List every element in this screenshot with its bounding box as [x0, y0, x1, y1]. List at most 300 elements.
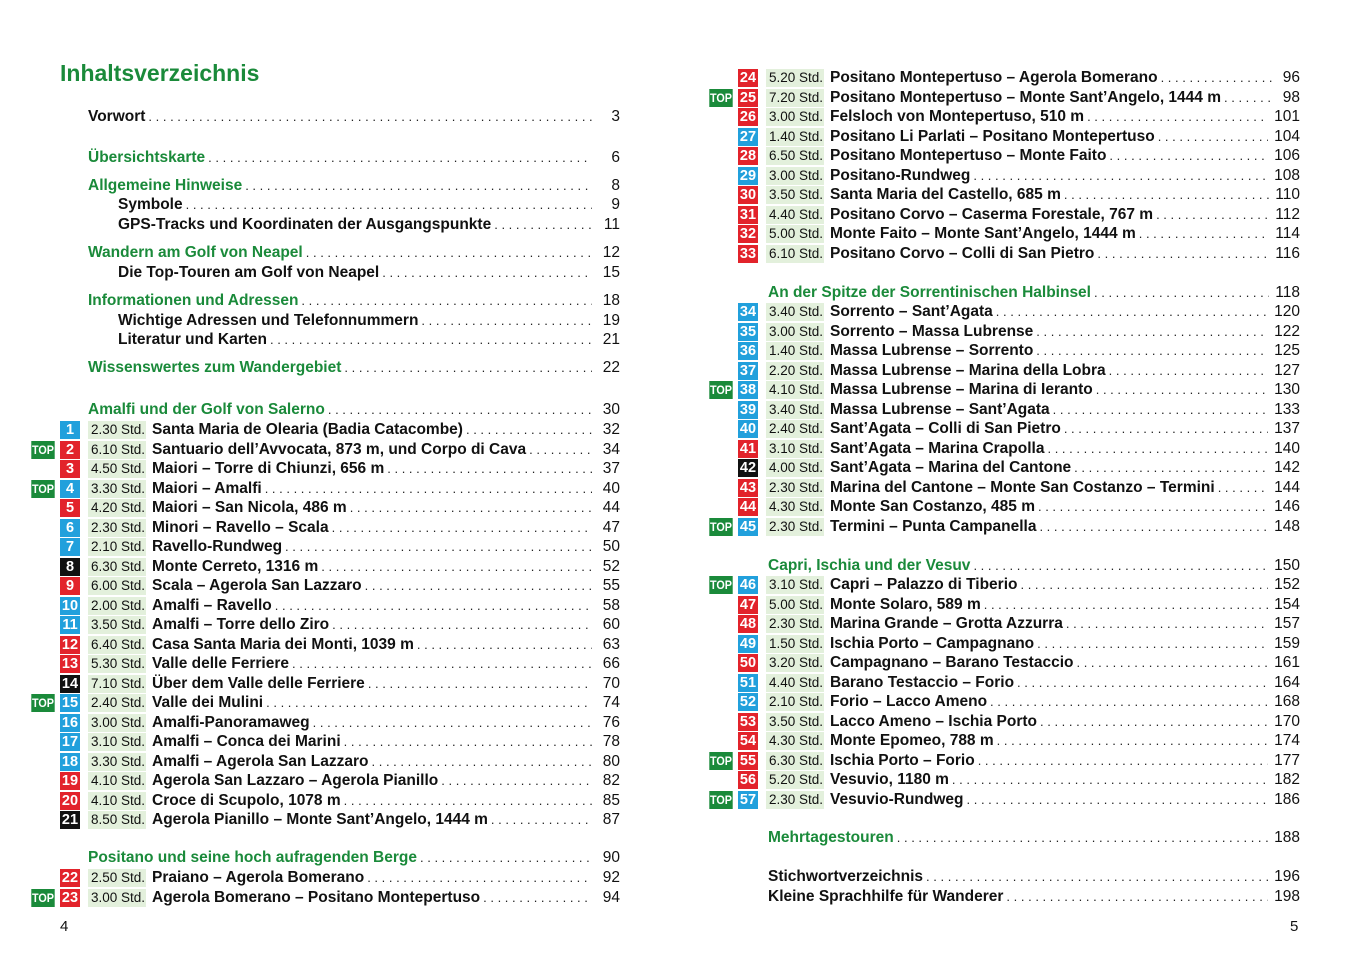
entry-page: 92	[602, 869, 620, 886]
dot-leader	[301, 291, 592, 311]
dot-leader	[997, 731, 1268, 751]
tour-duration: 3.50 Std.	[88, 616, 146, 634]
entry-label: Praiano – Agerola Bomerano	[152, 869, 365, 886]
toc-entry[interactable]	[830, 770, 1300, 790]
toc-entry[interactable]	[88, 176, 620, 196]
entry-label: Vesuvio-Rundweg	[830, 790, 964, 808]
toc-entry[interactable]	[830, 341, 1300, 361]
dot-leader	[483, 888, 592, 908]
entry-label: Monte San Costanzo, 485 m	[830, 498, 1035, 515]
toc-entry[interactable]	[152, 810, 620, 830]
toc-entry[interactable]	[830, 712, 1300, 732]
tour-number: 51	[739, 674, 757, 691]
tour-duration: 2.00 Std.	[88, 597, 146, 615]
dot-leader	[421, 311, 592, 331]
dot-leader	[1039, 517, 1268, 537]
dot-leader	[313, 713, 592, 733]
toc-entry[interactable]	[152, 752, 620, 772]
toc-entry[interactable]	[768, 283, 1300, 303]
right-page	[680, 0, 1320, 969]
page-number-right: 5	[1290, 918, 1299, 935]
entry-page: 21	[602, 331, 620, 348]
toc-entry[interactable]	[152, 771, 620, 791]
entry-page: 11	[603, 216, 620, 233]
entry-page: 137	[1274, 420, 1300, 437]
toc-entry[interactable]	[830, 146, 1300, 166]
entry-page: 168	[1274, 693, 1300, 710]
entry-label: Amalfi – Torre dello Ziro	[152, 616, 330, 633]
dot-leader	[926, 867, 1268, 887]
tour-number: 52	[739, 694, 757, 710]
entry-label: Wissenswertes zum Wandergebiet	[88, 359, 342, 376]
entry-label: Über dem Valle delle Ferriere	[152, 674, 365, 692]
dot-leader	[1036, 341, 1268, 361]
toc-entry[interactable]	[152, 674, 620, 694]
entry-label: Mehrtagestouren	[768, 829, 894, 846]
toc-entry[interactable]	[88, 243, 620, 263]
tour-duration: 7.20 Std.	[766, 89, 824, 107]
entry-label: Minori – Ravello – Scala	[152, 518, 329, 536]
entry-label: Agerola Pianillo – Monte Sant’Angelo, 1444 m	[152, 811, 488, 828]
dot-leader	[420, 848, 592, 868]
dot-leader	[973, 556, 1268, 576]
left-page	[0, 0, 640, 969]
dot-leader	[1036, 322, 1268, 342]
entry-page: 47	[602, 518, 620, 536]
toc-entry[interactable]	[830, 88, 1300, 108]
tour-number: 3	[60, 460, 80, 478]
entry-label: Forio – Lacco Ameno	[830, 693, 988, 710]
dot-leader	[897, 828, 1268, 848]
dot-leader	[494, 215, 592, 235]
entry-page: 40	[602, 479, 620, 497]
dot-leader	[1158, 127, 1268, 147]
entry-page: 146	[1274, 498, 1300, 515]
entry-page: 154	[1274, 595, 1300, 613]
dot-leader	[285, 537, 592, 557]
toc-entry[interactable]	[152, 713, 620, 733]
toc-entry[interactable]	[830, 166, 1300, 186]
entry-page: 78	[602, 733, 620, 750]
tour-number: 35	[739, 323, 757, 340]
tour-number: 32	[739, 226, 757, 242]
top-tour-badge: TOP	[31, 696, 54, 710]
entry-page: 116	[1275, 244, 1300, 262]
tour-duration: 3.50 Std.	[766, 186, 824, 204]
toc-entry[interactable]	[152, 654, 620, 674]
entry-label: Massa Lubrense – Sant’Agata	[830, 400, 1050, 418]
entry-page: 55	[602, 577, 620, 594]
toc-entry[interactable]	[830, 497, 1300, 517]
dot-leader	[387, 459, 592, 479]
entry-label: Sant’Agata – Marina Crapolla	[830, 439, 1045, 457]
dot-leader	[417, 635, 592, 655]
entry-page: 133	[1274, 400, 1300, 418]
toc-entry[interactable]	[830, 185, 1300, 205]
toc-entry[interactable]	[88, 358, 620, 378]
tour-number: 6	[60, 519, 80, 537]
top-tour-badge: TOP	[31, 890, 54, 905]
tour-number: 41	[739, 440, 757, 457]
tour-duration: 3.10 Std.	[766, 576, 824, 594]
tour-duration: 3.10 Std.	[88, 733, 146, 751]
toc-entry[interactable]	[152, 888, 620, 908]
entry-label: Sorrento – Massa Lubrense	[830, 322, 1034, 340]
dot-leader	[1218, 478, 1268, 498]
entry-page: 90	[602, 849, 620, 866]
toc-entry[interactable]	[152, 557, 620, 577]
tour-duration: 2.10 Std.	[766, 693, 824, 711]
tour-number: 26	[739, 109, 757, 125]
toc-entry[interactable]	[152, 635, 620, 655]
entry-page: 144	[1274, 478, 1300, 496]
tour-duration: 3.30 Std.	[88, 480, 146, 498]
tour-number: 20	[61, 792, 79, 809]
toc-entry[interactable]	[118, 195, 620, 215]
tour-number: 7	[60, 538, 80, 556]
tour-duration: 1.50 Std.	[766, 635, 824, 653]
tour-number: 30	[739, 187, 757, 203]
tour-duration: 3.30 Std.	[88, 753, 146, 771]
entry-label: Positano Montepertuso – Monte Faito	[830, 147, 1107, 164]
entry-page: 182	[1274, 771, 1300, 788]
toc-entry[interactable]	[152, 596, 620, 616]
entry-label: Positano-Rundweg	[830, 166, 971, 184]
entry-label: Stichwortverzeichnis	[768, 868, 924, 885]
toc-entry[interactable]	[152, 537, 620, 557]
entry-page: 60	[602, 616, 620, 633]
tour-number: 57	[739, 791, 757, 808]
toc-entry[interactable]	[152, 791, 620, 811]
dot-leader	[344, 358, 592, 378]
entry-label: Massa Lubrense – Sorrento	[830, 342, 1034, 359]
entry-label: Symbole	[118, 196, 183, 213]
toc-entry[interactable]	[768, 828, 1300, 848]
dot-leader	[148, 107, 592, 127]
tour-number: 56	[739, 772, 757, 788]
tour-number: 23	[61, 889, 79, 906]
toc-entry[interactable]	[88, 400, 620, 420]
tour-number: 29	[739, 167, 757, 184]
entry-label: Positano Li Parlati – Positano Montepertuso	[830, 127, 1155, 145]
entry-label: Monte Cerreto, 1316 m	[152, 557, 319, 575]
dot-leader	[350, 498, 592, 518]
dot-leader	[967, 790, 1269, 810]
toc-entry[interactable]	[118, 263, 620, 283]
tour-number: 19	[61, 773, 79, 789]
entry-label: Positano Corvo – Caserma Forestale, 767 m	[830, 205, 1154, 223]
tour-duration: 6.30 Std.	[766, 752, 824, 770]
toc-entry[interactable]	[88, 848, 620, 868]
tour-duration: 3.20 Std.	[766, 654, 824, 672]
entry-label: Agerola San Lazzaro – Agerola Pianillo	[152, 772, 439, 789]
entry-label: Literatur und Karten	[118, 331, 267, 348]
entry-page: 108	[1274, 166, 1300, 184]
top-tour-badge: TOP	[31, 442, 54, 457]
top-tour-badge: TOP	[709, 519, 732, 534]
dot-leader	[1076, 653, 1268, 673]
entry-page: 98	[1282, 88, 1300, 106]
entry-label: Felsloch von Montepertuso, 510 m	[830, 108, 1085, 125]
entry-page: 148	[1274, 517, 1300, 535]
dot-leader	[1047, 439, 1268, 459]
toc-entry[interactable]	[830, 731, 1300, 751]
dot-leader	[1020, 575, 1268, 595]
dot-leader	[1094, 283, 1269, 303]
tour-duration: 3.10 Std.	[766, 440, 824, 458]
tour-number: 2	[60, 441, 80, 459]
tour-number: 31	[739, 206, 757, 223]
dot-leader	[1087, 107, 1268, 127]
tour-number: 50	[739, 655, 757, 671]
entry-page: 106	[1274, 147, 1300, 164]
toc-entry[interactable]	[830, 595, 1300, 615]
tour-number: 53	[739, 713, 757, 730]
dot-leader	[1156, 205, 1269, 225]
toc-entry[interactable]	[830, 634, 1300, 654]
entry-page: 87	[602, 811, 620, 828]
tour-duration: 6.10 Std.	[766, 245, 824, 263]
toc-entry[interactable]	[830, 322, 1300, 342]
toc-entry[interactable]	[830, 458, 1300, 478]
dot-leader	[1074, 458, 1268, 478]
toc-entry[interactable]	[768, 887, 1300, 907]
toc-entry[interactable]	[830, 302, 1300, 322]
dot-leader	[1064, 419, 1268, 439]
toc-entry[interactable]	[830, 790, 1300, 810]
tour-number: 46	[739, 577, 757, 593]
toc-entry[interactable]	[768, 867, 1300, 887]
entry-label: Casa Santa Maria dei Monti, 1039 m	[152, 635, 414, 653]
toc-entry[interactable]	[152, 459, 620, 479]
tour-duration: 4.40 Std.	[766, 206, 824, 224]
entry-page: 63	[602, 635, 620, 653]
entry-page: 50	[602, 538, 620, 555]
entry-label: Lacco Ameno – Ischia Porto	[830, 712, 1038, 730]
toc-entry[interactable]	[830, 653, 1300, 673]
tour-number: 42	[739, 460, 757, 476]
entry-label: Monte Epomeo, 788 m	[830, 732, 994, 749]
toc-entry[interactable]	[830, 517, 1300, 537]
dot-leader	[996, 302, 1268, 322]
dot-leader	[367, 868, 592, 888]
dot-leader	[1040, 712, 1268, 732]
tour-duration: 6.30 Std.	[88, 558, 146, 576]
toc-entry[interactable]	[152, 576, 620, 596]
entry-page: 177	[1274, 751, 1300, 769]
tour-duration: 4.10 Std.	[88, 772, 146, 790]
toc-entry[interactable]	[830, 68, 1300, 88]
tour-duration: 4.40 Std.	[766, 674, 824, 692]
entry-label: Positano Corvo – Colli di San Pietro	[830, 244, 1095, 262]
dot-leader	[365, 576, 592, 596]
tour-number: 36	[739, 343, 757, 359]
tour-number: 38	[739, 382, 757, 398]
entry-page: 15	[602, 264, 620, 281]
dot-leader	[186, 195, 592, 215]
top-tour-badge: TOP	[709, 753, 732, 768]
toc-entry[interactable]	[830, 400, 1300, 420]
dot-leader	[208, 148, 592, 168]
entry-page: 164	[1274, 673, 1300, 691]
entry-label: Santa Maria del Castello, 685 m	[830, 186, 1061, 203]
toc-entry[interactable]	[152, 498, 620, 518]
entry-label: Ischia Porto – Campagnano	[830, 634, 1035, 652]
entry-page: 34	[602, 440, 620, 458]
entry-label: Maiori – Torre di Chiunzi, 656 m	[152, 460, 385, 477]
dot-leader	[1139, 224, 1270, 244]
tour-number: 24	[739, 70, 757, 86]
tour-duration: 2.10 Std.	[88, 538, 146, 556]
tour-duration: 5.30 Std.	[88, 655, 146, 673]
toc-entry[interactable]	[152, 615, 620, 635]
tour-duration: 8.50 Std.	[88, 811, 146, 829]
tour-number: 4	[60, 480, 80, 498]
tour-duration: 3.40 Std.	[766, 303, 824, 321]
toc-entry[interactable]	[830, 127, 1300, 147]
tour-number: 27	[739, 128, 757, 145]
tour-duration: 5.20 Std.	[766, 69, 824, 87]
dot-leader	[491, 810, 592, 830]
toc-entry[interactable]	[830, 380, 1300, 400]
toc-entry[interactable]	[830, 751, 1300, 771]
toc-entry[interactable]	[830, 361, 1300, 381]
tour-duration: 3.00 Std.	[88, 714, 146, 732]
tour-duration: 4.10 Std.	[88, 792, 146, 810]
tour-number: 34	[739, 304, 757, 320]
tour-duration: 6.40 Std.	[88, 636, 146, 654]
tour-duration: 3.00 Std.	[766, 167, 824, 185]
entry-label: Amalfi – Ravello	[152, 596, 272, 614]
dot-leader	[245, 176, 592, 196]
toc-entry[interactable]	[88, 291, 620, 311]
toc-entry[interactable]	[830, 107, 1300, 127]
entry-page: 120	[1274, 303, 1300, 320]
entry-page: 114	[1275, 225, 1300, 242]
tour-duration: 5.20 Std.	[766, 771, 824, 789]
toc-entry[interactable]	[830, 692, 1300, 712]
tour-duration: 3.00 Std.	[766, 323, 824, 341]
toc-entry[interactable]	[830, 205, 1300, 225]
tour-number: 47	[739, 596, 757, 613]
tour-duration: 2.40 Std.	[88, 694, 146, 712]
entry-label: Agerola Bomerano – Positano Montepertuso	[152, 888, 481, 906]
toc-entry[interactable]	[830, 575, 1300, 595]
entry-label: Amalfi-Panoramaweg	[152, 713, 310, 731]
tour-number: 5	[60, 499, 80, 517]
dot-leader	[266, 693, 592, 713]
tour-number: 54	[739, 733, 757, 749]
entry-label: Termini – Punta Campanella	[830, 517, 1037, 535]
dot-leader	[441, 771, 592, 791]
dot-leader	[332, 518, 592, 538]
entry-page: 66	[602, 655, 620, 672]
entry-label: Sorrento – Sant’Agata	[830, 303, 993, 320]
top-tour-badge: TOP	[709, 578, 732, 592]
toc-entry[interactable]	[88, 148, 620, 168]
dot-leader	[332, 615, 592, 635]
dot-leader	[1096, 380, 1268, 400]
top-tour-badge: TOP	[709, 90, 732, 105]
toc-entry[interactable]	[830, 673, 1300, 693]
toc-entry[interactable]	[152, 693, 620, 713]
entry-page: 32	[602, 421, 620, 438]
entry-label: Die Top-Touren am Golf von Neapel	[118, 264, 380, 281]
entry-page: 96	[1282, 69, 1300, 86]
toc-entry[interactable]	[118, 330, 620, 350]
tour-duration: 6.50 Std.	[766, 147, 824, 165]
entry-label: Massa Lubrense – Marina della Lobra	[830, 361, 1106, 379]
entry-label: Scala – Agerola San Lazzaro	[152, 577, 362, 594]
toc-entry[interactable]	[88, 107, 620, 127]
toc-entry[interactable]	[118, 215, 620, 235]
entry-page: 52	[602, 557, 620, 575]
entry-page: 150	[1274, 557, 1300, 574]
tour-number: 11	[60, 616, 80, 634]
toc-entry[interactable]	[830, 419, 1300, 439]
toc-entry[interactable]	[830, 614, 1300, 634]
toc-entry[interactable]	[830, 439, 1300, 459]
entry-page: 44	[602, 499, 620, 516]
entry-label: Amalfi – Conca dei Marini	[152, 733, 341, 750]
entry-page: 30	[602, 401, 620, 418]
toc-entry[interactable]	[152, 868, 620, 888]
toc-entry[interactable]	[152, 440, 620, 460]
dot-leader	[1097, 244, 1269, 264]
entry-page: 198	[1274, 888, 1300, 905]
entry-label: Vorwort	[88, 108, 146, 125]
entry-page: 170	[1274, 712, 1300, 730]
tour-duration: 4.30 Std.	[766, 732, 824, 750]
entry-label: Positano Montepertuso – Monte Sant’Angelo, 1444 m	[830, 88, 1221, 106]
toc-entry[interactable]	[152, 479, 620, 499]
toc-title: Inhaltsverzeichnis	[60, 60, 260, 86]
toc-entry[interactable]	[830, 224, 1300, 244]
toc-entry[interactable]	[152, 420, 620, 440]
toc-entry[interactable]	[830, 244, 1300, 264]
entry-page: 140	[1274, 439, 1300, 457]
entry-page: 82	[602, 772, 620, 789]
dot-leader	[321, 557, 592, 577]
dot-leader	[344, 791, 592, 811]
tour-number: 16	[61, 714, 79, 731]
toc-entry[interactable]	[768, 556, 1300, 576]
entry-page: 19	[602, 312, 620, 329]
tour-number: 21	[61, 812, 79, 828]
dot-leader	[529, 440, 592, 460]
entry-page: 157	[1274, 615, 1300, 632]
tour-number: 18	[61, 753, 79, 770]
toc-entry[interactable]	[118, 311, 620, 331]
tour-number: 9	[60, 577, 80, 595]
entry-label: Valle dei Mulini	[152, 694, 264, 711]
toc-entry[interactable]	[152, 518, 620, 538]
dot-leader	[1053, 400, 1268, 420]
toc-entry[interactable]	[152, 732, 620, 752]
dot-leader	[368, 674, 592, 694]
tour-duration: 4.00 Std.	[766, 459, 824, 477]
toc-entry[interactable]	[830, 478, 1300, 498]
entry-page: 196	[1274, 868, 1300, 885]
entry-page: 80	[602, 752, 620, 770]
entry-label: Amalfi und der Golf von Salerno	[88, 401, 325, 418]
entry-page: 101	[1274, 108, 1300, 125]
dot-leader	[292, 654, 592, 674]
entry-page: 104	[1274, 127, 1300, 145]
tour-number: 39	[739, 401, 757, 418]
dot-leader	[270, 330, 592, 350]
dot-leader	[1064, 185, 1269, 205]
